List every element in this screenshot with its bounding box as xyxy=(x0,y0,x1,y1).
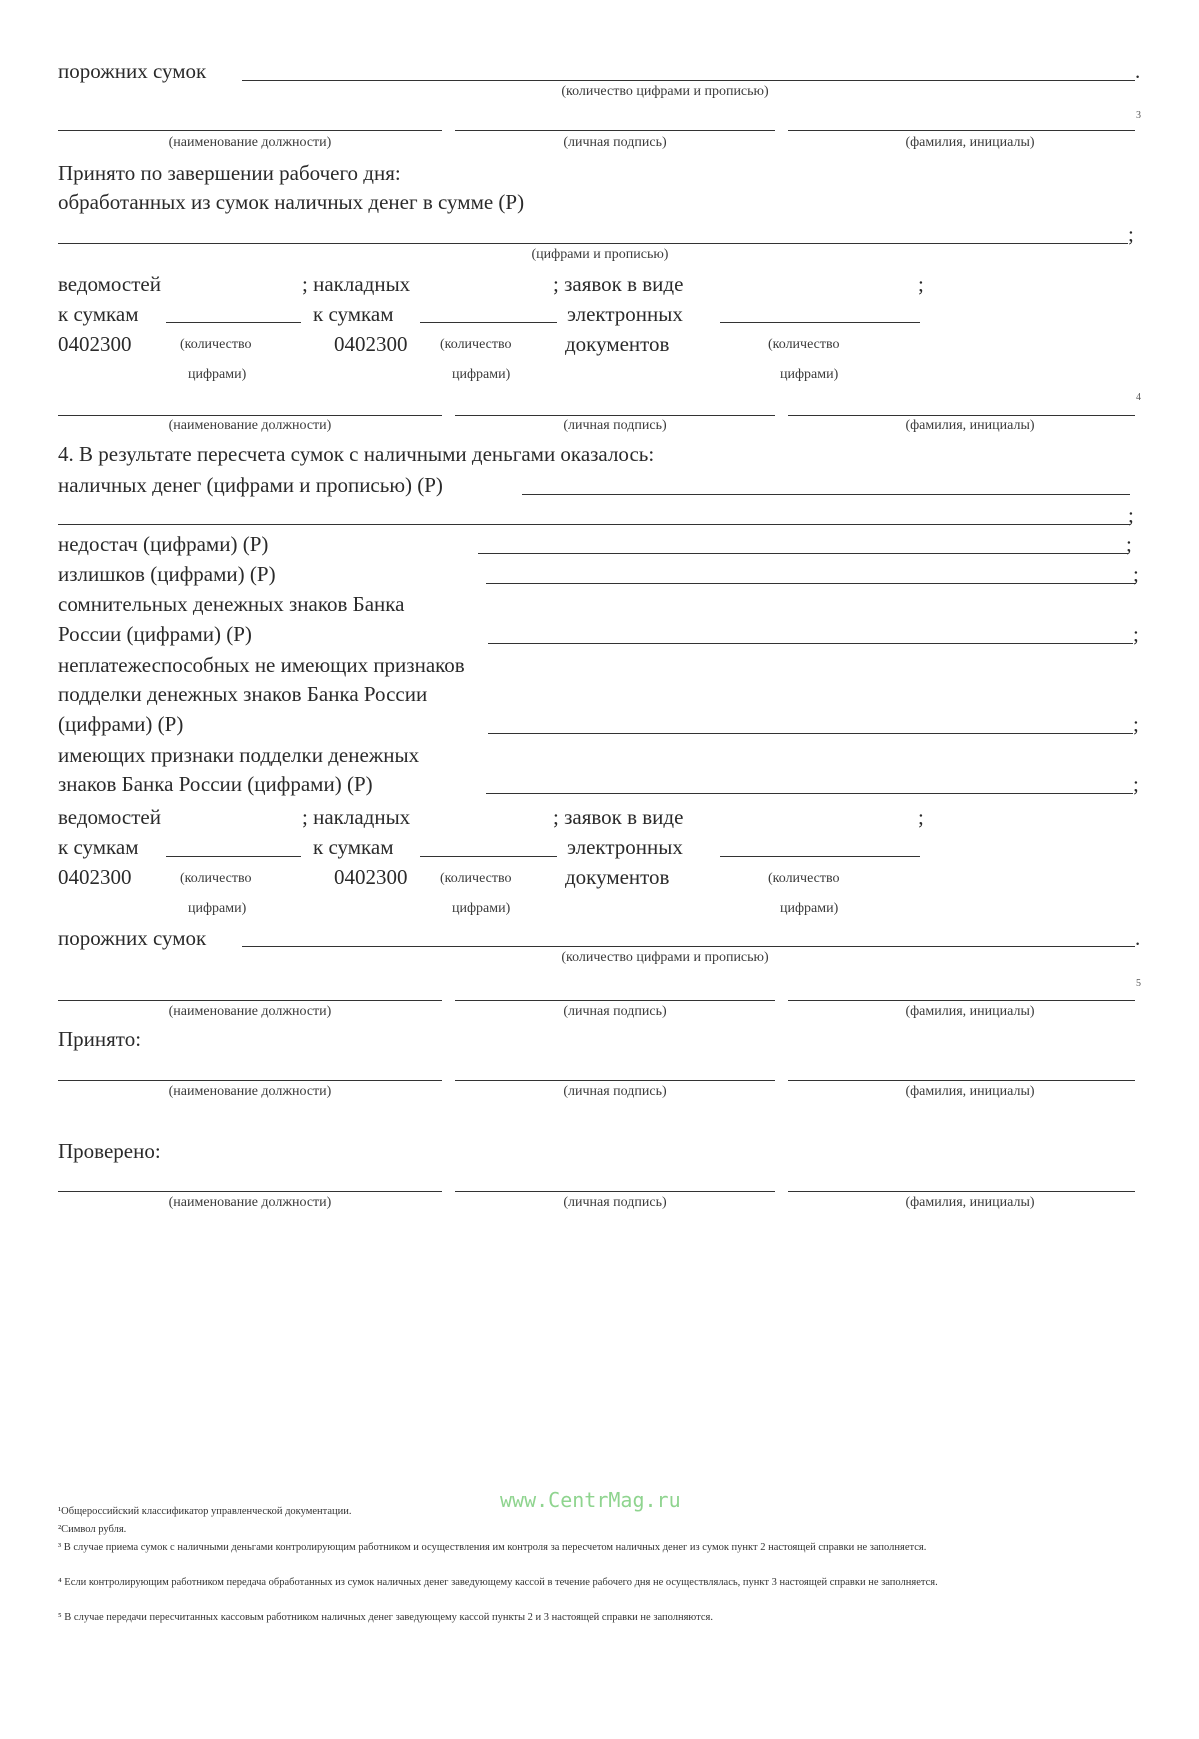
position-field[interactable] xyxy=(58,1000,442,1001)
signature-field[interactable] xyxy=(455,1000,775,1001)
name-field[interactable] xyxy=(788,130,1135,131)
signature-field[interactable] xyxy=(455,1191,775,1192)
processed-cash-label: обработанных из сумок наличных денег в сумме (Р) xyxy=(58,190,525,214)
position-field[interactable] xyxy=(58,1191,442,1192)
accepted-label: Принято: xyxy=(58,1027,142,1051)
empty-bags-label-2: порожних сумок xyxy=(58,926,207,950)
footnote: ²Символ рубля. xyxy=(58,1524,127,1535)
footnote-ref: 5 xyxy=(1136,978,1141,989)
amount-caption: (цифрами и прописью) xyxy=(531,247,669,262)
position-field[interactable] xyxy=(58,415,442,416)
requests-qty-field[interactable] xyxy=(720,322,920,323)
surplus-label: излишков (цифрами) (Р) xyxy=(58,562,276,586)
name-field[interactable] xyxy=(788,1191,1135,1192)
signature-field[interactable] xyxy=(455,130,775,131)
checked-label: Проверено: xyxy=(58,1139,161,1163)
footnote: ⁴ Если контролирующим работником передача обработанных из сумок наличных денег заведующему кассой в течение рабочего дня не осуществлялась, пункт 3 настоящей справки не заполняется. xyxy=(58,1577,938,1588)
signature-field[interactable] xyxy=(455,1080,775,1081)
section4-heading: 4. В результате пересчета сумок с наличными деньгами оказалось: xyxy=(58,442,655,466)
footnote-ref: 4 xyxy=(1136,392,1141,403)
empty-bags-field[interactable] xyxy=(242,80,1135,81)
invoices-qty-field[interactable] xyxy=(420,322,557,323)
qty-caption: (количество цифрами и прописью) xyxy=(561,84,769,99)
position-caption: (наименование должности) xyxy=(168,135,332,150)
name-field[interactable] xyxy=(788,1080,1135,1081)
footnote: ⁵ В случае передачи пересчитанных кассовым работником наличных денег заведующему кассой пункты 2 и 3 настоящей справки не заполняются. xyxy=(58,1612,713,1623)
name-caption: (фамилия, инициалы) xyxy=(905,135,1035,150)
name-field[interactable] xyxy=(788,415,1135,416)
empty-bags-field-2[interactable] xyxy=(242,946,1135,947)
accepted-end-of-day: Принято по завершении рабочего дня: xyxy=(58,161,401,185)
doubtful-field[interactable] xyxy=(488,643,1133,644)
counterfeit-field[interactable] xyxy=(486,793,1133,794)
empty-bags-label: порожних сумок xyxy=(58,59,207,83)
footnote: ³ В случае приема сумок с наличными деньгами контролирующим работником и осуществления им контроля за пересчетом наличных денег из сумок пункт 2 настоящей справки не заполняется. xyxy=(58,1542,927,1553)
footnote: ¹Общероссийский классификатор управленческой документации. xyxy=(58,1506,352,1517)
statements-qty-field[interactable] xyxy=(166,322,301,323)
doubtful-label-2: России (цифрами) (Р) xyxy=(58,622,252,646)
statements-qty-field[interactable] xyxy=(166,856,301,857)
insolvent-label-1: неплатежеспособных не имеющих признаков xyxy=(58,653,465,677)
doubtful-label-1: сомнительных денежных знаков Банка xyxy=(58,592,405,616)
insolvent-field[interactable] xyxy=(488,733,1133,734)
insolvent-label-2: подделки денежных знаков Банка России xyxy=(58,682,428,706)
footnote-ref: 3 xyxy=(1136,110,1141,121)
surplus-field[interactable] xyxy=(486,583,1136,584)
name-field[interactable] xyxy=(788,1000,1135,1001)
signature-caption: (личная подпись) xyxy=(563,135,667,150)
invoices-qty-field[interactable] xyxy=(420,856,557,857)
position-field[interactable] xyxy=(58,130,442,131)
counterfeit-label-1: имеющих признаки подделки денежных xyxy=(58,743,420,767)
processed-amount-field[interactable] xyxy=(58,243,1128,244)
position-field[interactable] xyxy=(58,1080,442,1081)
cash-field-cont[interactable] xyxy=(58,524,1130,525)
requests-qty-field[interactable] xyxy=(720,856,920,857)
signature-field[interactable] xyxy=(455,415,775,416)
cash-label: наличных денег (цифрами и прописью) (Р) xyxy=(58,473,443,497)
shortage-field[interactable] xyxy=(478,553,1128,554)
insolvent-label-3: (цифрами) (Р) xyxy=(58,712,184,736)
shortage-label: недостач (цифрами) (Р) xyxy=(58,532,269,556)
counterfeit-label-2: знаков Банка России (цифрами) (Р) xyxy=(58,772,373,796)
watermark: www.CentrMag.ru xyxy=(500,1488,681,1512)
cash-field[interactable] xyxy=(522,494,1130,495)
